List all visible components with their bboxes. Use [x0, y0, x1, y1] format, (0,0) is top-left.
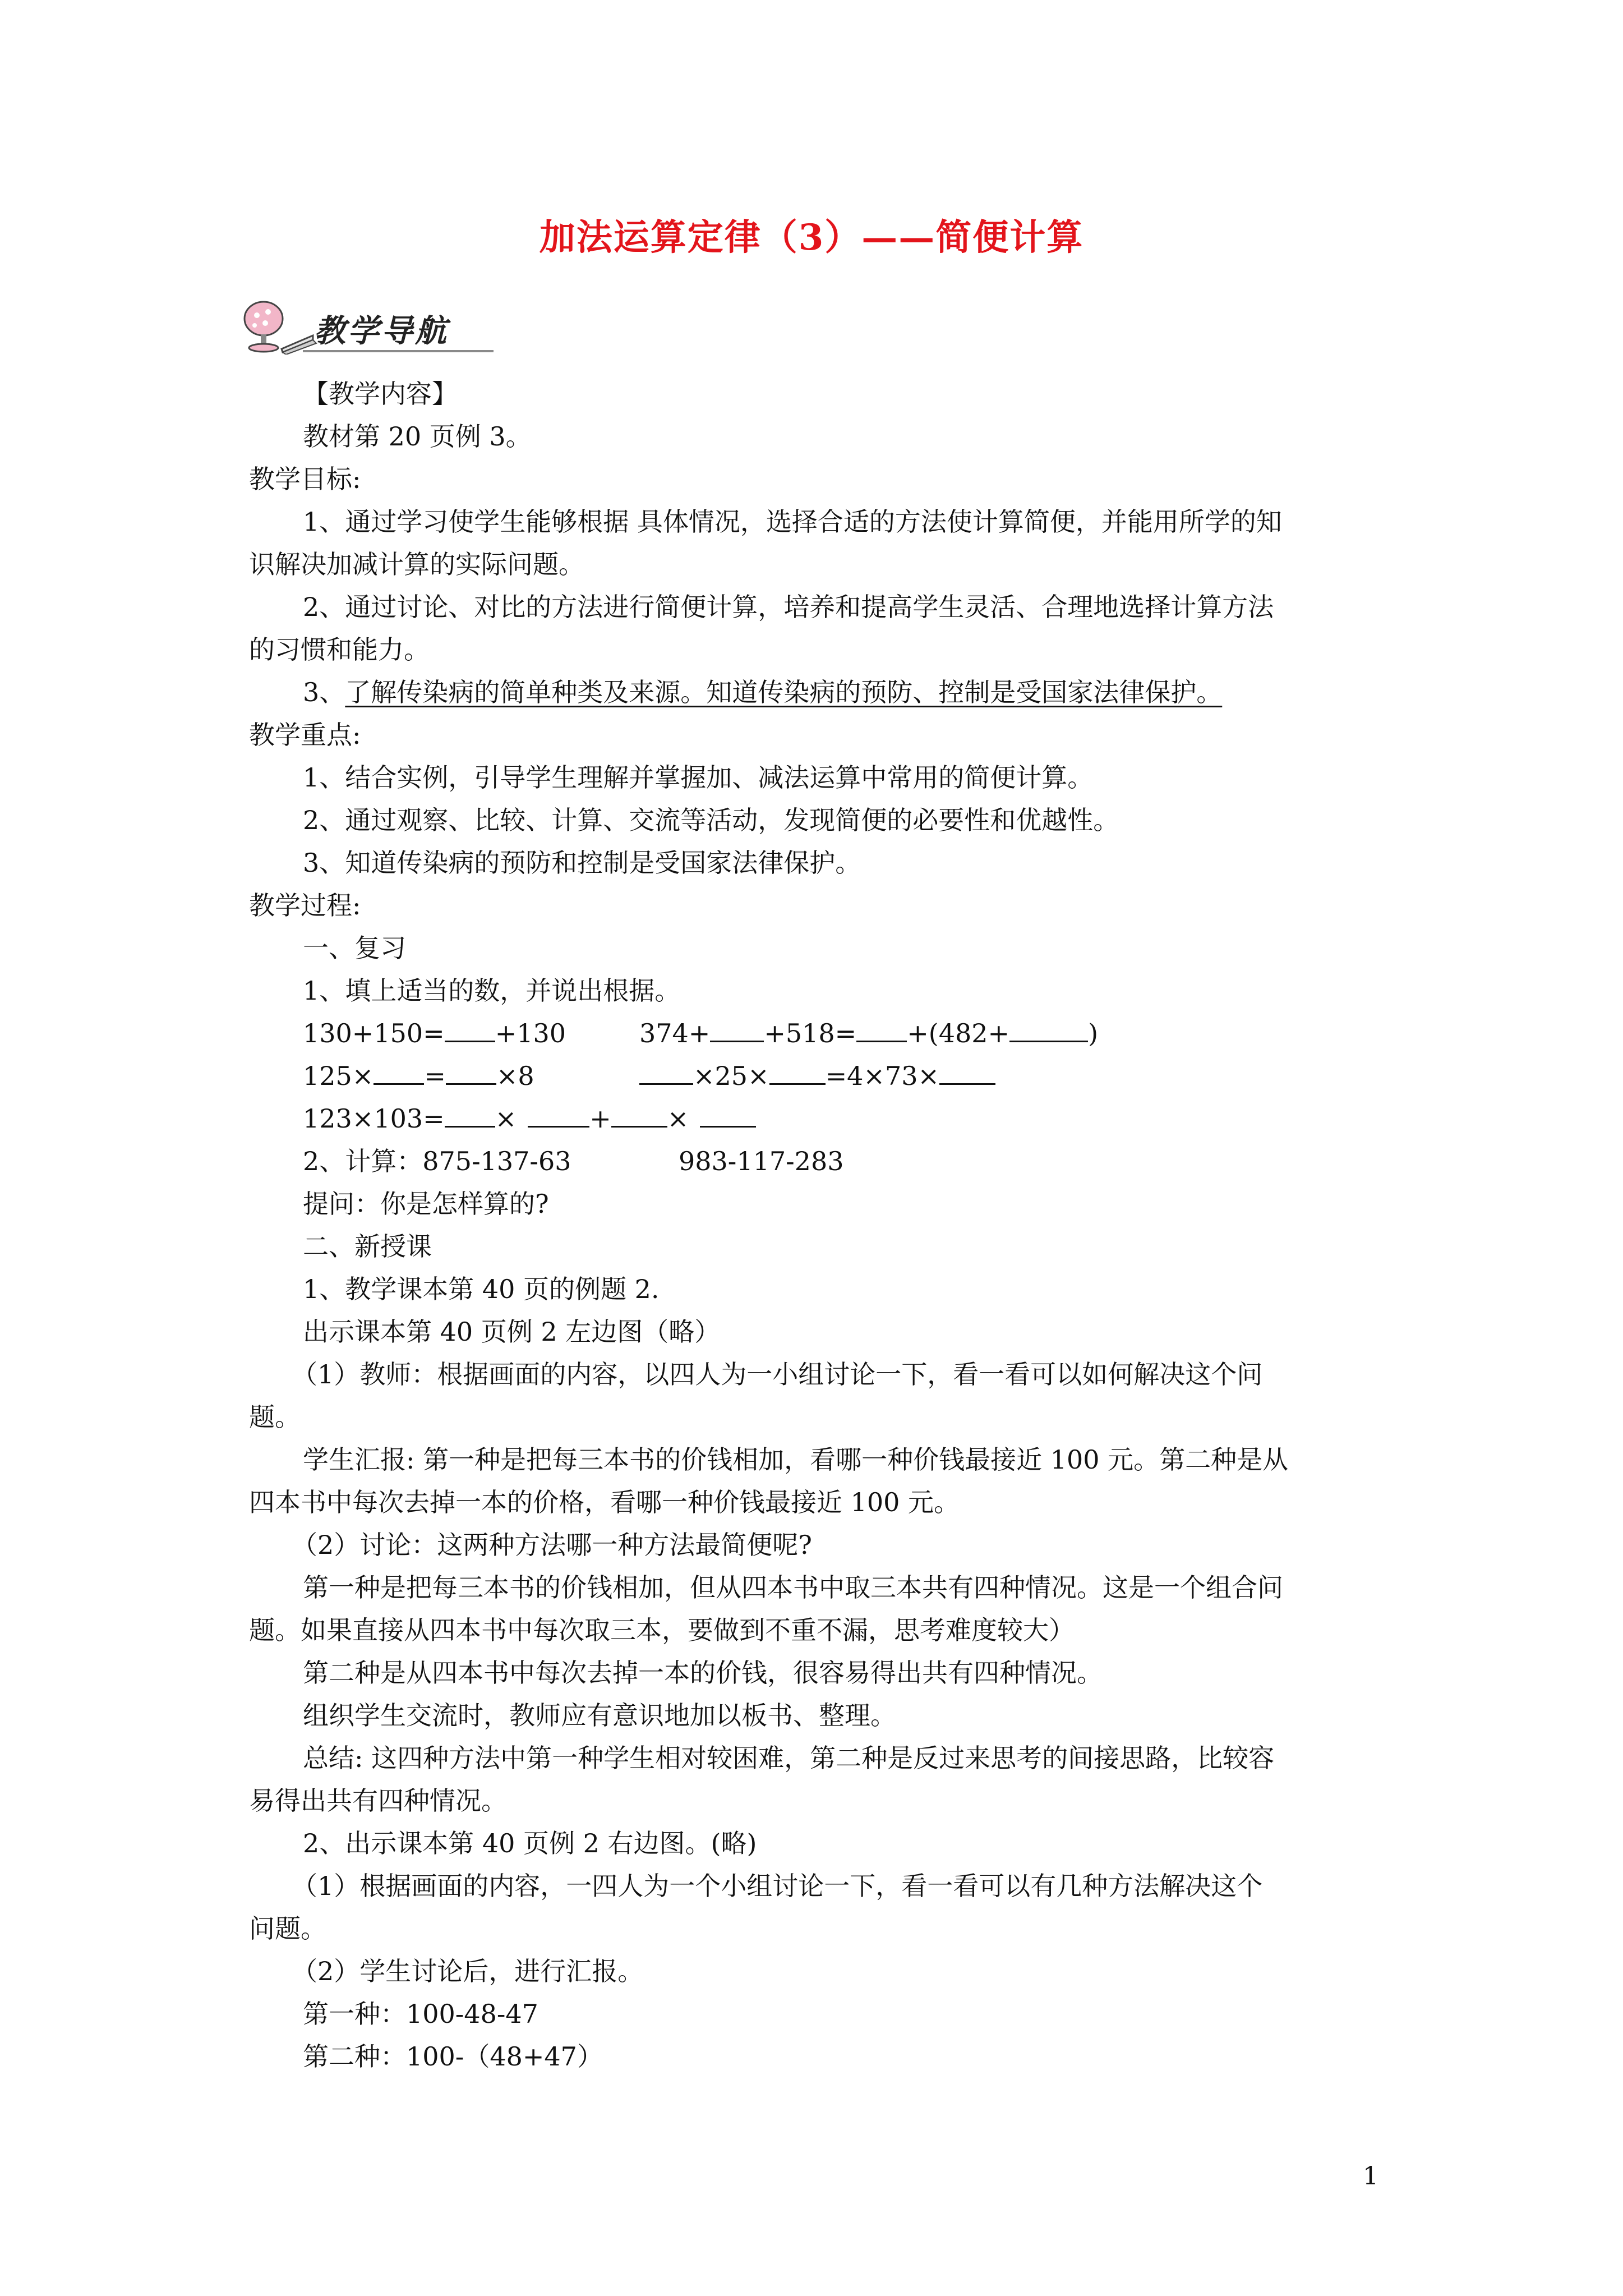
first-method-line-b: 题。如果直接从四本书中每次取三本，要做到不重不漏，思考难度较大）: [249, 1615, 1075, 1645]
report-line-a: 学生汇报: 第一种是把每三本书的价钱相加，看哪一种价钱最接近 100 元。第二种是从: [303, 1444, 1289, 1475]
question-1-line-b: 问题。: [249, 1913, 326, 1944]
key-point-2: 2、通过观察、比较、计算、交流等活动，发现简便的必要性和优越性。: [303, 805, 1119, 835]
eq-text: =4×73×: [825, 1061, 940, 1091]
show-2: 2、出示课本第 40 页例 2 右边图。(略): [303, 1828, 757, 1858]
equation-1b: [639, 1016, 1098, 1050]
eq-text: 374+: [639, 1018, 711, 1048]
goal-2-line-a: 2、通过讨论、对比的方法进行简便计算，培养和提高学生灵活、合理地选择计算方法: [303, 592, 1274, 622]
content-heading: 【教学内容】: [303, 379, 458, 409]
way-1: 第一种：100-48-47: [303, 1999, 538, 2029]
blank: [710, 1018, 764, 1042]
eq-text: ×: [667, 1103, 689, 1134]
blank: [374, 1061, 424, 1085]
review-heading: 一、复习: [303, 933, 406, 963]
summary-line-a: 总结: 这四种方法中第一种学生相对较困难，第二种是反过来思考的间接思路，比较容: [303, 1743, 1275, 1773]
goal-2-line-b: 的习惯和能力。: [249, 634, 430, 665]
goal-1-line-b: 识解决加减计算的实际问题。: [249, 549, 584, 579]
first-method-line-a: 第一种是把每三本书的价钱相加，但从四本书中取三本共有四种情况。这是一个组合问: [303, 1572, 1283, 1603]
blank: [769, 1061, 826, 1085]
fill-instruction: 1、填上适当的数，并说出根据。: [303, 976, 681, 1006]
eq-text: 130+150=: [303, 1018, 445, 1048]
eq-text: 123×103=: [303, 1103, 445, 1134]
new-lesson-heading: 二、新授课: [303, 1231, 432, 1262]
blank: [445, 1018, 495, 1042]
goal-3-text: 了解传染病的简单种类及来源。知道传染病的预防、控制是受国家法律保护。: [345, 677, 1223, 707]
eq-text: +518=: [764, 1018, 857, 1048]
goal-3-number: 3、: [303, 677, 345, 707]
textbook-line: 教材第 20 页例 3。: [303, 421, 532, 452]
calc-line-2: 983-117-283: [679, 1146, 844, 1176]
way-2: 第二种：100-（48+47）: [303, 2041, 603, 2072]
ask-line: 提问：你是怎样算的?: [303, 1189, 549, 1219]
goals-heading: 教学目标:: [249, 464, 361, 494]
eq-text: =: [424, 1061, 446, 1091]
equation-2a: [303, 1059, 534, 1093]
blank: [1009, 1018, 1088, 1042]
blank: [611, 1103, 667, 1128]
equation-3: [303, 1102, 756, 1135]
para-1-line-b: 题。: [249, 1402, 301, 1432]
eq-text: ×: [495, 1103, 517, 1134]
key-points-heading: 教学重点:: [249, 720, 361, 750]
equation-1a: [303, 1016, 566, 1050]
calc-line: 2、计算：875-137-63: [303, 1146, 571, 1176]
key-point-1: 1、结合实例，引导学生理解并掌握加、减法运算中常用的简便计算。: [303, 762, 1094, 793]
summary-line-b: 易得出共有四种情况。: [249, 1786, 507, 1816]
blank: [445, 1103, 495, 1128]
equation-2b: [639, 1059, 995, 1093]
question-1-line-a: （1）根据画面的内容，一四人为一个小组讨论一下，看一看可以有几种方法解决这个: [292, 1871, 1263, 1901]
blank: [446, 1061, 496, 1085]
goal-1-line-a: 1、通过学习使学生能够根据 具体情况，选择合适的方法使计算简便，并能用所学的知: [303, 507, 1282, 537]
eq-text: +(482+: [907, 1018, 1010, 1048]
blank: [528, 1103, 589, 1128]
question-2: （2）学生讨论后，进行汇报。: [292, 1956, 644, 1986]
show-1: 出示课本第 40 页例 2 左边图（略）: [303, 1317, 721, 1347]
section-badge-underline: [303, 350, 494, 352]
eq-text: ×8: [496, 1061, 534, 1091]
goal-3-line: [303, 675, 1222, 709]
eq-text: +: [589, 1103, 611, 1134]
report-line-b: 四本书中每次去掉一本的价格，看哪一种价钱最接近 100 元。: [249, 1487, 960, 1517]
blank: [639, 1061, 693, 1085]
blank: [856, 1018, 907, 1042]
para-2: （2）讨论：这两种方法哪一种方法最简便呢?: [292, 1530, 812, 1560]
eq-text: 125×: [303, 1061, 374, 1091]
eq-text: ×25×: [693, 1061, 769, 1091]
blank: [700, 1103, 756, 1128]
para-1-line-a: （1）教师：根据画面的内容，以四人为一小组讨论一下，看一看可以如何解决这个问: [292, 1359, 1263, 1389]
teach-1: 1、教学课本第 40 页的例题 2.: [303, 1274, 660, 1304]
eq-text: +130: [495, 1018, 566, 1048]
blank: [939, 1061, 995, 1085]
key-point-3: 3、知道传染病的预防和控制是受国家法律保护。: [303, 848, 861, 878]
eq-text: ): [1088, 1018, 1099, 1048]
section-badge-label: 教学导航: [314, 313, 449, 349]
process-heading: 教学过程:: [249, 890, 361, 921]
page-title: 加法运算定律（3）——简便计算: [539, 217, 1084, 259]
page-number: 1: [1363, 2162, 1378, 2191]
organize-line: 组织学生交流时，教师应有意识地加以板书、整理。: [303, 1700, 896, 1731]
second-method-line: 第二种是从四本书中每次去掉一本的价钱，很容易得出共有四种情况。: [303, 1658, 1103, 1688]
